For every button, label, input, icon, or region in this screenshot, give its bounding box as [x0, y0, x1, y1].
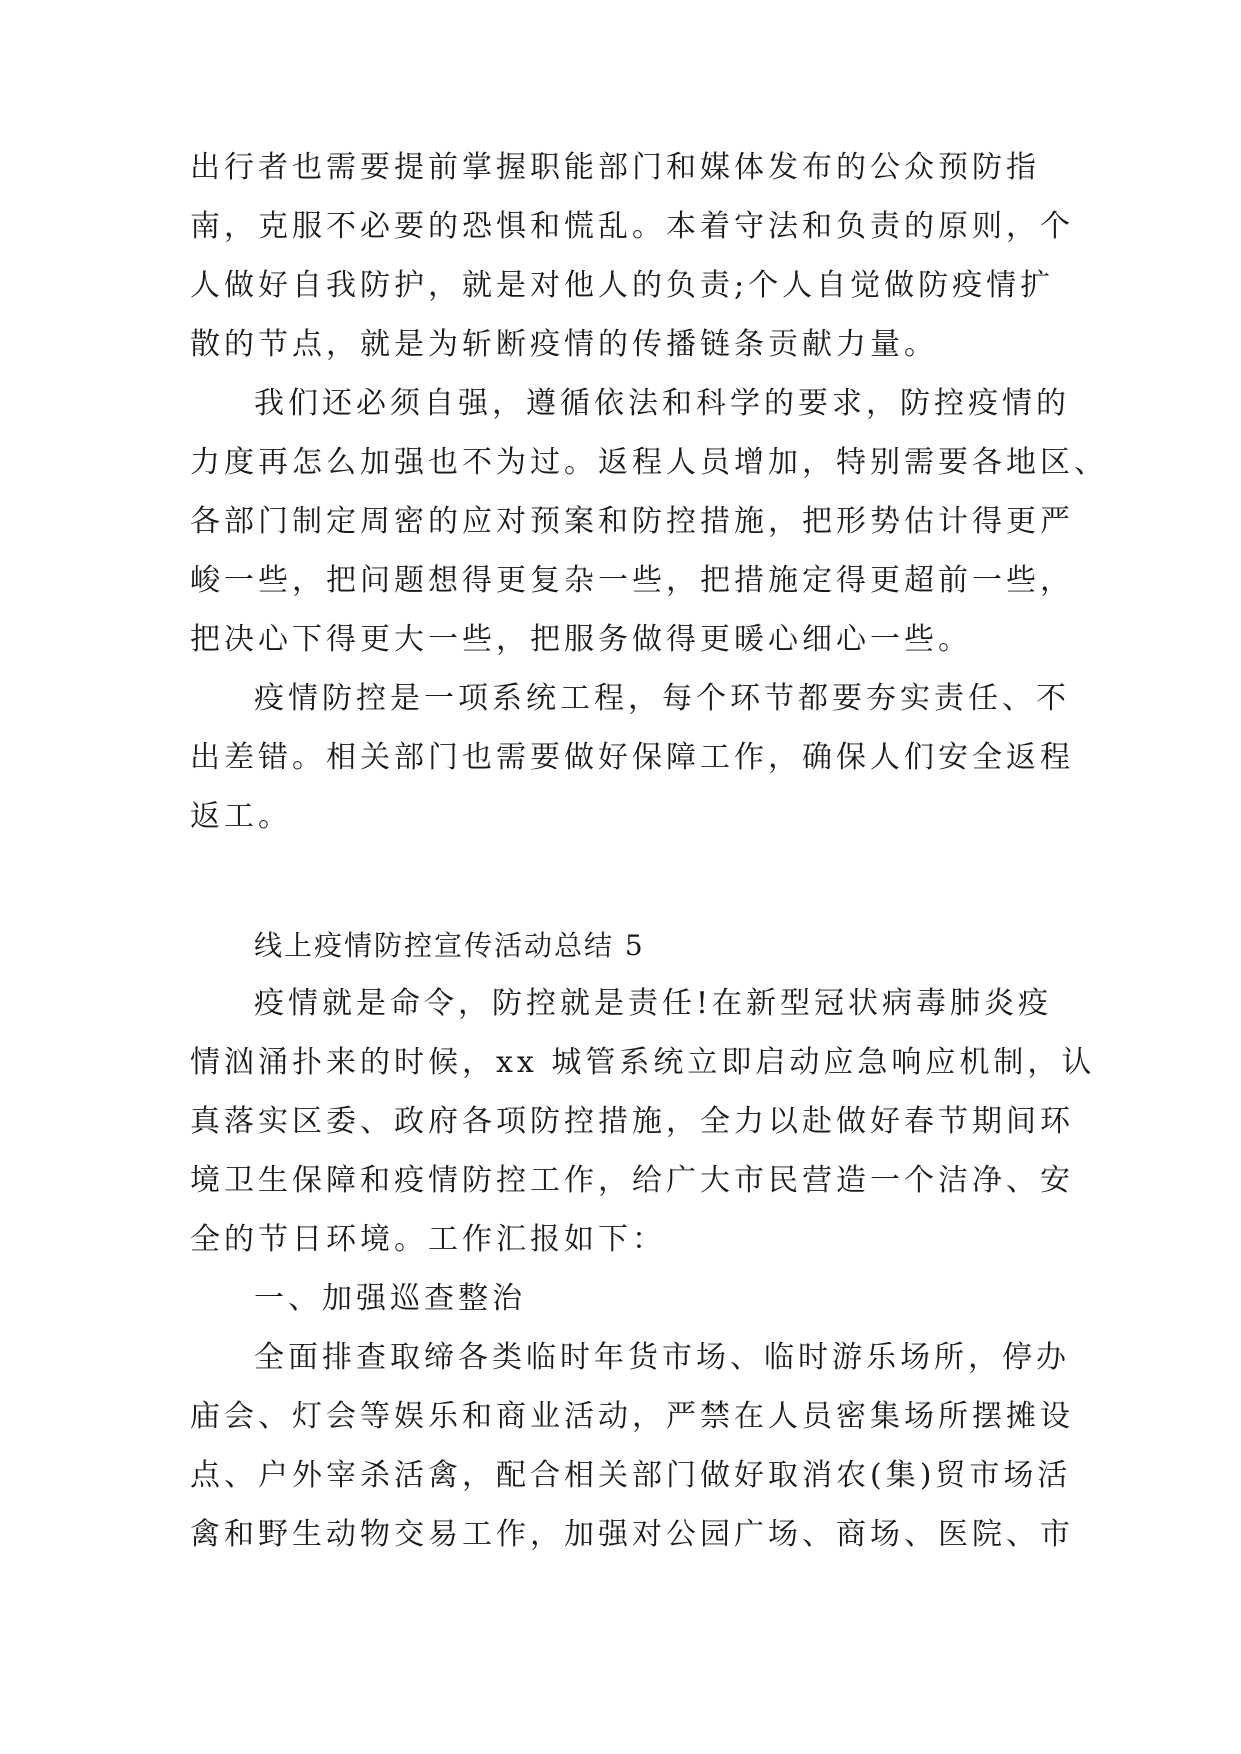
text-line: 各部门制定周密的应对预案和防控措施，把形势估计得更严 [190, 504, 1074, 539]
text-line: 庙会、灯会等娱乐和商业活动，严禁在人员密集场所摆摊设 [190, 1399, 1074, 1434]
text-line: 峻一些，把问题想得更复杂一些，把措施定得更超前一些， [190, 563, 1074, 598]
text-line: 散的节点，就是为斩断疫情的传播链条贡献力量。 [190, 327, 938, 362]
text-line: 全的节日环境。工作汇报如下： [190, 1222, 666, 1257]
text-line: 我们还必须自强，遵循依法和科学的要求，防控疫情的 [254, 386, 1070, 421]
text-line: 禽和野生动物交易工作，加强对公园广场、商场、医院、市 [190, 1517, 1074, 1552]
text-line: 疫情防控是一项系统工程，每个环节都要夯实责任、不 [254, 681, 1070, 716]
section-heading: 线上疫情防控宣传活动总结 5 [254, 929, 645, 962]
text-line: 南，克服不必要的恐惧和慌乱。本着守法和负责的原则，个 [190, 209, 1074, 244]
text-line: 疫情就是命令，防控就是责任!在新型冠状病毒肺炎疫 [254, 986, 1053, 1021]
text-line: 出差错。相关部门也需要做好保障工作，确保人们安全返程 [190, 740, 1074, 775]
text-line: 出行者也需要提前掌握职能部门和媒体发布的公众预防指 [190, 150, 1040, 185]
text-line: 把决心下得更大一些，把服务做得更暖心细心一些。 [190, 622, 972, 657]
text-line: 人做好自我防护，就是对他人的负责;个人自觉做防疫情扩 [190, 268, 1055, 303]
text-line: 点、户外宰杀活禽，配合相关部门做好取消农(集)贸市场活 [190, 1458, 1072, 1493]
text-line: 返工。 [190, 799, 292, 834]
paragraph-block-1 [190, 138, 1108, 846]
text-line: 真落实区委、政府各项防控措施，全力以赴做好春节期间环 [190, 1104, 1074, 1139]
paragraph-block-2 [190, 974, 1096, 1564]
text-line: 情汹涌扑来的时候，xx 城管系统立即启动应急响应机制，认 [190, 1045, 1096, 1080]
text-line: 境卫生保障和疫情防控工作，给广大市民营造一个洁净、安 [190, 1163, 1074, 1198]
text-line: 全面排查取缔各类临时年货市场、临时游乐场所，停办 [254, 1340, 1070, 1375]
subheading-line: 一、加强巡查整治 [254, 1281, 526, 1316]
text-line: 力度再怎么加强也不为过。返程人员增加，特别需要各地区、 [190, 445, 1108, 480]
